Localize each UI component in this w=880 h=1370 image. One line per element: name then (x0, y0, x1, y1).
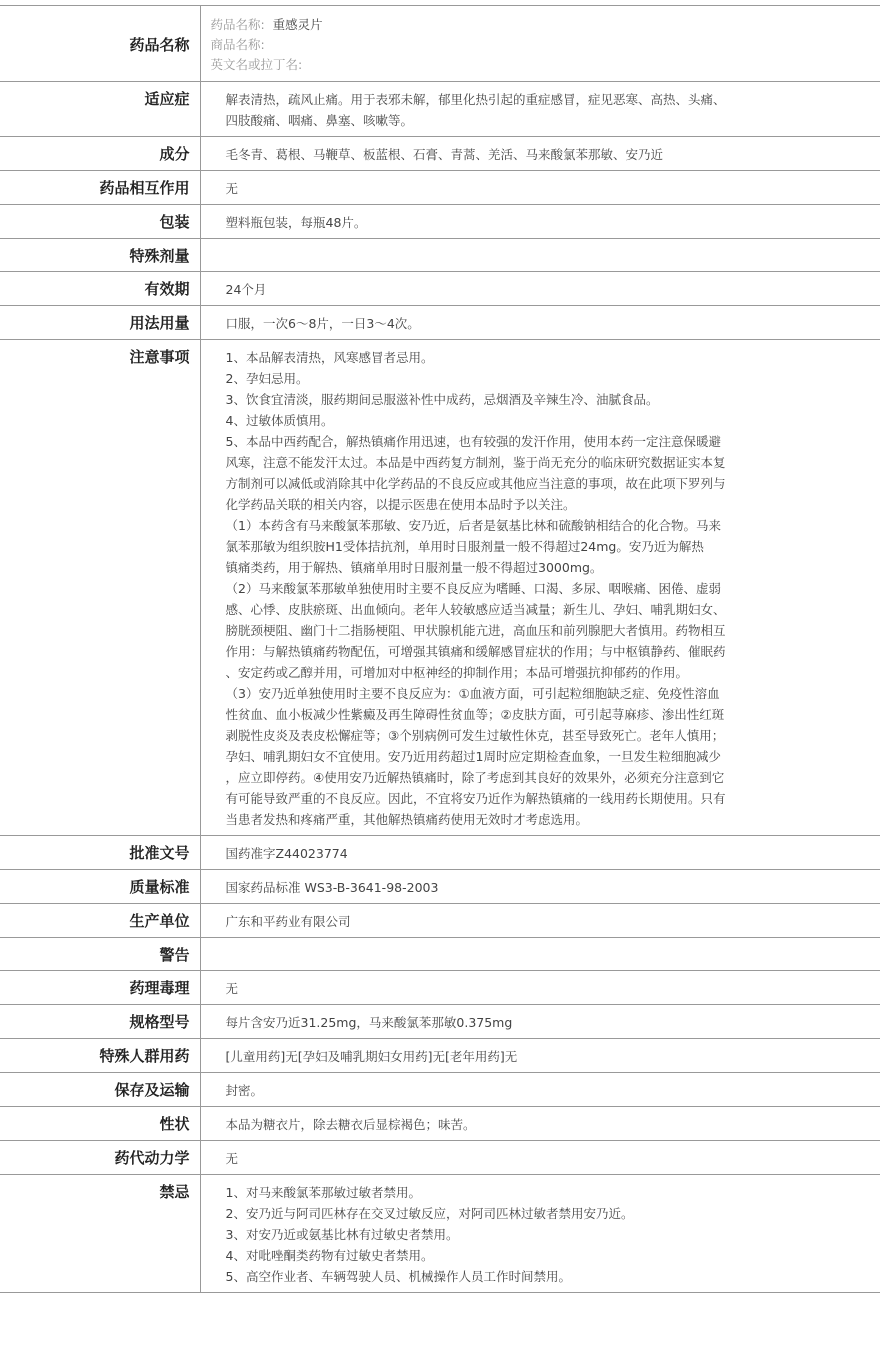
precautions-line: 剥脱性皮炎及表皮松懈症等；③个别病例可发生过敏性休克，甚至导致死亡。老年人慎用； (225, 728, 725, 743)
row-contraindications (0, 1175, 880, 1293)
precautions-line: 有可能导致严重的不良反应。因此，不宜将安乃近作为解热镇痛的一线用药长期使用。只有 (225, 791, 726, 806)
interactions-label: 药品相互作用 (0, 171, 200, 205)
row-warning (0, 938, 880, 971)
ingredients-label: 成分 (0, 137, 200, 171)
precautions-line: 作用：与解热镇痛药物配伍，可增强其镇痛和缓解感冒症状的作用；与中枢镇静药、催眠药 (225, 644, 726, 659)
drug-name-label: 药品名称 (0, 6, 200, 82)
pharmacokinetics-label: 药代动力学 (0, 1141, 200, 1175)
special-dosage-label: 特殊剂量 (0, 239, 200, 272)
special-dosage-value (200, 239, 880, 272)
precautions-line: 当患者发热和疼痛严重，其他解热镇痛药使用无效时才考虑选用。 (225, 812, 589, 827)
precautions-line: 1、本品解表清热，风寒感冒者忌用。 (225, 350, 434, 365)
interactions-value: 无 (225, 181, 239, 196)
storage-label: 保存及运输 (0, 1073, 200, 1107)
indications-value (200, 82, 880, 137)
row-special-dosage (0, 239, 880, 272)
precautions-line: 感、心悸、皮肤瘀斑、出血倾向。老年人较敏感应适当减量；新生儿、孕妇、哺乳期妇女、 (225, 602, 726, 617)
precautions-line: （2）马来酸氯苯那敏单独使用时主要不良反应为嗜睡、口渴、多尿、咽喉痛、困倦、虚弱 (225, 581, 721, 596)
precautions-line: 膀胱颈梗阻、幽门十二指肠梗阻、甲状腺机能亢进，高血压和前列腺肥大者慎用。药物相互 (225, 623, 726, 638)
precautions-line: 3、饮食宜清淡，服药期间忌服滋补性中成药，忌烟酒及辛辣生冷、油腻食品。 (225, 392, 659, 407)
precautions-line: 性贫血、血小板减少性紫癜及再生障碍性贫血等；②皮肤方面，可引起荨麻疹、渗出性红斑 (225, 707, 725, 722)
indications-line: 四肢酸痛、咽痛、鼻塞、咳嗽等。 (225, 113, 414, 128)
pharmacology-label: 药理毒理 (0, 971, 200, 1005)
row-storage (0, 1073, 880, 1107)
generic-name-line (211, 15, 789, 35)
generic-name-label: 药品名称: (210, 17, 265, 32)
storage-value: 封密。 (225, 1083, 264, 1098)
indications-line: 解表清热，疏风止痛。用于表邪未解，郁里化热引起的重症感冒，症见恶寒、高热、头痛、 (225, 92, 726, 107)
precautions-line: 化学药品关联的相关内容，以提示医患在使用本品时予以关注。 (225, 497, 576, 512)
precautions-value (200, 340, 880, 836)
row-pharmacokinetics (0, 1141, 880, 1175)
row-indications (0, 82, 880, 137)
row-approval-no (0, 836, 880, 870)
drug-info-table (0, 5, 880, 1293)
drug-name-cell (200, 6, 880, 82)
row-specification (0, 1005, 880, 1039)
precautions-line: 4、过敏体质慎用。 (225, 413, 334, 428)
manufacturer-value: 广东和平药业有限公司 (225, 914, 351, 929)
trade-name-label: 商品名称: (210, 37, 265, 52)
row-appearance (0, 1107, 880, 1141)
contraindications-line: 1、对马来酸氯苯那敏过敏者禁用。 (225, 1185, 421, 1200)
row-shelf-life (0, 272, 880, 306)
row-ingredients (0, 137, 880, 171)
english-name-label: 英文名或拉丁名: (210, 57, 303, 72)
usage-label: 用法用量 (0, 306, 200, 340)
approval-no-value: 国药准字Z44023774 (225, 846, 348, 861)
row-usage (0, 306, 880, 340)
row-packaging (0, 205, 880, 239)
manufacturer-label: 生产单位 (0, 904, 200, 938)
special-groups-value: [儿童用药]无[孕妇及哺乳期妇女用药]无[老年用药]无 (225, 1049, 518, 1064)
ingredients-value: 毛冬青、葛根、马鞭草、板蓝根、石膏、青蒿、羌活、马来酸氯苯那敏、安乃近 (225, 147, 664, 162)
indications-label: 适应症 (0, 82, 200, 137)
precautions-line: （1）本药含有马来酸氯苯那敏、安乃近，后者是氨基比林和硫酸钠相结合的化合物。马来 (225, 518, 721, 533)
specification-label: 规格型号 (0, 1005, 200, 1039)
precautions-line: 5、本品中西药配合，解热镇痛作用迅速，也有较强的发汗作用，使用本药一定注意保暖避 (225, 434, 721, 449)
row-precautions (0, 340, 880, 836)
shelf-life-label: 有效期 (0, 272, 200, 306)
row-pharmacology (0, 971, 880, 1005)
english-name-line (211, 55, 789, 75)
appearance-value: 本品为糖衣片，除去糖衣后显棕褐色；味苦。 (225, 1117, 476, 1132)
warning-label: 警告 (0, 938, 200, 971)
contraindications-line: 4、对吡唑酮类药物有过敏史者禁用。 (225, 1248, 434, 1263)
row-quality-standard (0, 870, 880, 904)
precautions-line: 方制剂可以减低或消除其中化学药品的不良反应或其他应当注意的事项，故在此项下罗列与 (225, 476, 726, 491)
specification-value: 每片含安乃近31.25mg，马来酸氯苯那敏0.375mg (225, 1015, 513, 1030)
row-drug-name (0, 6, 880, 82)
trade-name-line (211, 35, 789, 55)
appearance-label: 性状 (0, 1107, 200, 1141)
pharmacology-value: 无 (225, 981, 239, 996)
row-interactions (0, 171, 880, 205)
precautions-line: 镇痛类药，用于解热、镇痛单用时日服剂量一般不得超过3000mg。 (225, 560, 603, 575)
quality-standard-value: 国家药品标准 WS3-B-3641-98-2003 (225, 880, 439, 895)
precautions-line: 孕妇、哺乳期妇女不宜使用。安乃近用药超过1周时应定期检查血象，一旦发生粒细胞减少 (225, 749, 721, 764)
packaging-label: 包装 (0, 205, 200, 239)
approval-no-label: 批准文号 (0, 836, 200, 870)
row-manufacturer (0, 904, 880, 938)
precautions-label: 注意事项 (0, 340, 200, 836)
generic-name-value: 重感灵片 (272, 17, 323, 32)
shelf-life-value: 24个月 (225, 282, 267, 297)
precautions-line: 氯苯那敏为组织胺H1受体拮抗剂，单用时日服剂量一般不得超过24mg。安乃近为解热 (225, 539, 704, 554)
precautions-line: 、安定药或乙醇并用，可增加对中枢神经的抑制作用；本品可增强抗抑郁药的作用。 (225, 665, 689, 680)
contraindications-value (200, 1175, 880, 1293)
precautions-line: 风寒，注意不能发汗太过。本品是中西药复方制剂，鉴于尚无充分的临床研究数据证实本复 (225, 455, 726, 470)
contraindications-label: 禁忌 (0, 1175, 200, 1293)
contraindications-line: 3、对安乃近或氨基比林有过敏史者禁用。 (225, 1227, 459, 1242)
contraindications-line: 2、安乃近与阿司匹林存在交叉过敏反应，对阿司匹林过敏者禁用安乃近。 (225, 1206, 634, 1221)
quality-standard-label: 质量标准 (0, 870, 200, 904)
packaging-value: 塑料瓶包装，每瓶48片。 (225, 215, 367, 230)
warning-value (200, 938, 880, 971)
pharmacokinetics-value: 无 (225, 1151, 239, 1166)
special-groups-label: 特殊人群用药 (0, 1039, 200, 1073)
precautions-line: （3）安乃近单独使用时主要不良反应为：①血液方面，可引起粒细胞缺乏症、免疫性溶血 (225, 686, 720, 701)
usage-value: 口服，一次6～8片，一日3～4次。 (225, 316, 420, 331)
precautions-line: 2、孕妇忌用。 (225, 371, 309, 386)
precautions-line: ，应立即停药。④使用安乃近解热镇痛时，除了考虑到其良好的效果外，必须充分注意到它 (225, 770, 725, 785)
contraindications-line: 5、高空作业者、车辆驾驶人员、机械操作人员工作时间禁用。 (225, 1269, 571, 1284)
row-special-groups (0, 1039, 880, 1073)
